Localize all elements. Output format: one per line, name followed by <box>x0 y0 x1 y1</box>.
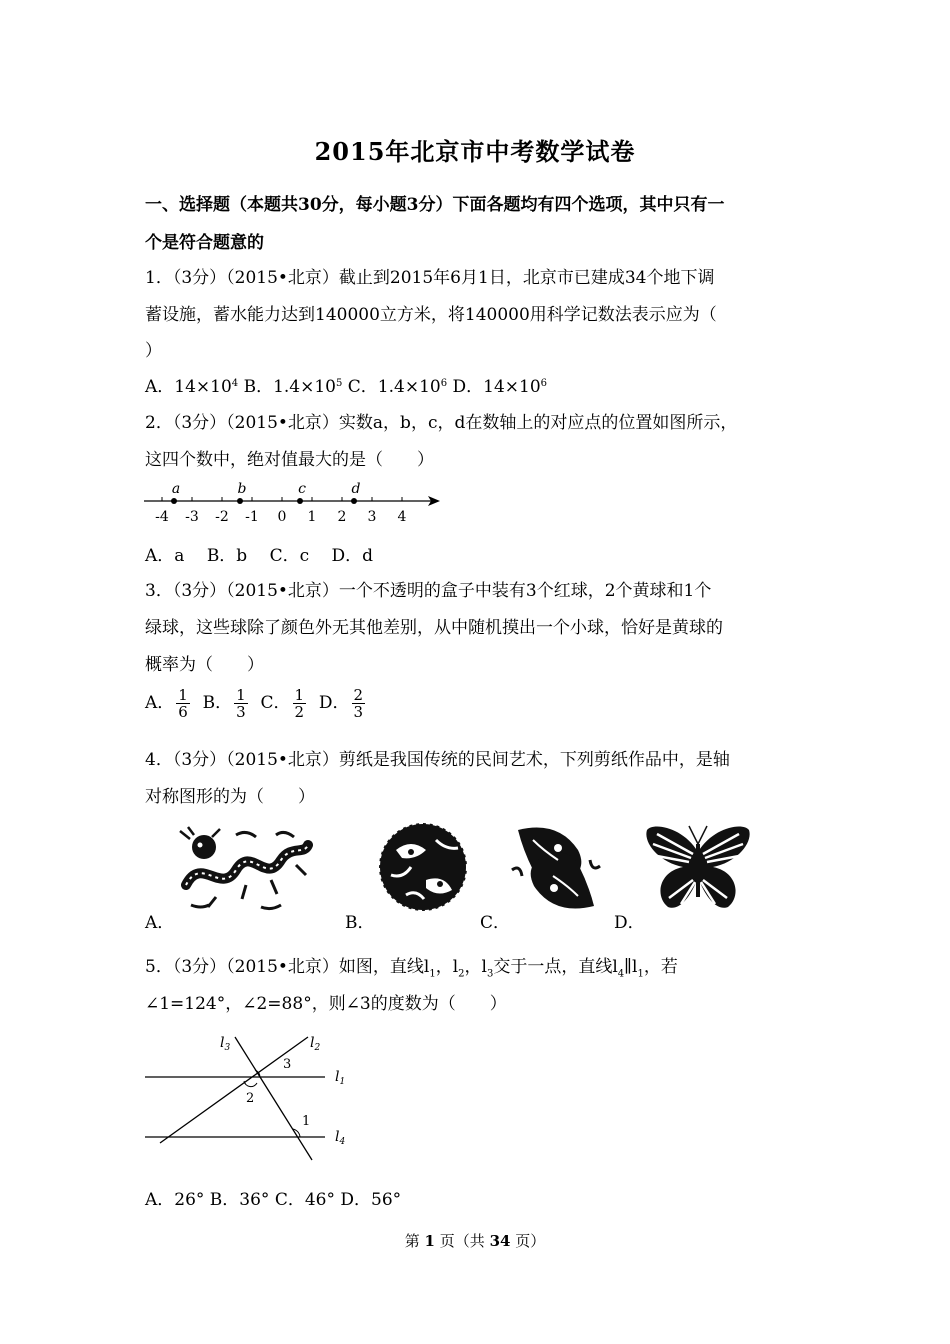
tick-label-7: 3 <box>367 509 377 525</box>
label-angle-2: 2 <box>246 1091 255 1106</box>
label-l2: $l_2$ <box>310 1035 321 1053</box>
q1-option-d: D．$14\times 10^6$ <box>452 377 548 397</box>
q2-options: A．a B．b C．c D．d <box>145 546 374 566</box>
q3-line1: 3．（3分）（2015•北京）一个不透明的盒子中装有3个红球，2个黄球和1个 <box>145 581 712 601</box>
q2-line2: 这四个数中，绝对值最大的是（ ） <box>145 450 434 470</box>
tick-label-0: -4 <box>155 509 169 525</box>
q3-option-d-label: D． <box>318 693 350 713</box>
label-l3: $l_3$ <box>220 1035 231 1053</box>
q3-line2: 绿球，这些球除了颜色外无其他差别，从中随机摸出一个小球，恰好是黄球的 <box>145 618 723 638</box>
line-l2 <box>160 1037 311 1143</box>
number-line-tick-labels <box>155 509 406 525</box>
q1-option-c: C．$1.4\times 10^6$ <box>347 377 448 397</box>
q3-option-b-fraction: $\frac{1}{3}$ <box>236 686 246 721</box>
butterfly-papercut-image <box>643 822 753 914</box>
q1-line3: ） <box>145 341 162 361</box>
point-label-a: a <box>171 481 181 497</box>
q1-option-a: A．$14\times 10^4$ <box>145 377 239 397</box>
total-pages: 34 <box>489 1232 511 1250</box>
q3-option-c-label: C． <box>260 693 291 713</box>
q3-option-b-label: B． <box>202 693 233 713</box>
dragon-papercut-image <box>176 825 316 913</box>
tick-label-8: 4 <box>397 509 407 525</box>
label-angle-3: 3 <box>283 1057 292 1072</box>
tick-label-1: -3 <box>185 509 199 525</box>
point-b <box>237 498 243 504</box>
q5-options: A．26° B．36° C．46° D．56° <box>145 1190 402 1210</box>
tick-label-6: 2 <box>337 509 347 525</box>
q4-line1: 4．（3分）（2015•北京）剪纸是我国传统的民间艺术，下列剪纸作品中，是轴 <box>145 750 730 770</box>
point-label-b: b <box>237 481 247 497</box>
q4-option-a: A． <box>145 913 175 933</box>
tick-label-5: 1 <box>307 509 317 525</box>
q3-option-a-label: A． <box>145 693 175 713</box>
round-papercut-image <box>376 820 470 914</box>
number-line-figure <box>140 476 445 528</box>
q1-line2: 蓄设施，蓄水能力达到140000立方米，将140000用科学记数法表示应为（ <box>145 305 717 325</box>
tick-label-2: -2 <box>215 509 229 525</box>
q2-line1: 2．（3分）（2015•北京）实数a，b，c，d在数轴上的对应点的位置如图所示， <box>145 413 738 433</box>
page-title: 2015年北京市中考数学试卷 <box>314 137 636 166</box>
q3-options <box>145 687 367 720</box>
q5-line2: ∠1=124°，∠2=88°，则∠3的度数为（ ） <box>145 994 507 1014</box>
q4-option-b: B． <box>345 913 375 933</box>
q3-option-c-fraction: $\frac{1}{2}$ <box>294 686 305 721</box>
q1-line1: 1．（3分）（2015•北京）截止到2015年6月1日，北京市已建成34个地下调 <box>145 268 715 288</box>
q4-option-c: C． <box>480 913 511 933</box>
q1-options <box>145 372 547 397</box>
q3-option-d-fraction: $\frac{2}{3}$ <box>353 686 364 721</box>
label-angle-1: 1 <box>302 1114 311 1129</box>
q4-option-d: D． <box>614 913 645 933</box>
point-c <box>297 498 303 504</box>
fish-papercut-image <box>508 820 604 916</box>
q4-line2: 对称图形的为（ ） <box>145 787 315 807</box>
page-footer: 第 1 页（共 34 页） <box>404 1232 546 1250</box>
q3-line3: 概率为（ ） <box>145 655 264 675</box>
point-label-d: d <box>351 481 361 497</box>
label-l4: $l_4$ <box>335 1129 346 1147</box>
label-l1: $l_1$ <box>335 1069 346 1087</box>
q3-option-a-fraction: $\frac{1}{6}$ <box>178 686 188 721</box>
section-heading-line2: 个是符合题意的 <box>145 233 264 253</box>
point-a <box>171 498 177 504</box>
tick-label-3: -1 <box>245 509 259 525</box>
tick-label-4: 0 <box>277 509 287 525</box>
section-heading-line1: 一、选择题（本题共30分，每小题3分）下面各题均有四个选项，其中只有一 <box>145 195 725 215</box>
current-page-number: 1 <box>424 1232 435 1250</box>
intersecting-lines-figure <box>140 1025 360 1165</box>
q1-option-b: B．$1.4\times 10^5$ <box>243 377 343 397</box>
q5-line1: 5．（3分）（2015•北京）如图，直线$l_1$，$l_2$，$l_3$交于一点，直线$l_4\parallel l_1$，若 <box>145 957 678 980</box>
point-d <box>351 498 357 504</box>
point-label-c: c <box>298 481 306 497</box>
